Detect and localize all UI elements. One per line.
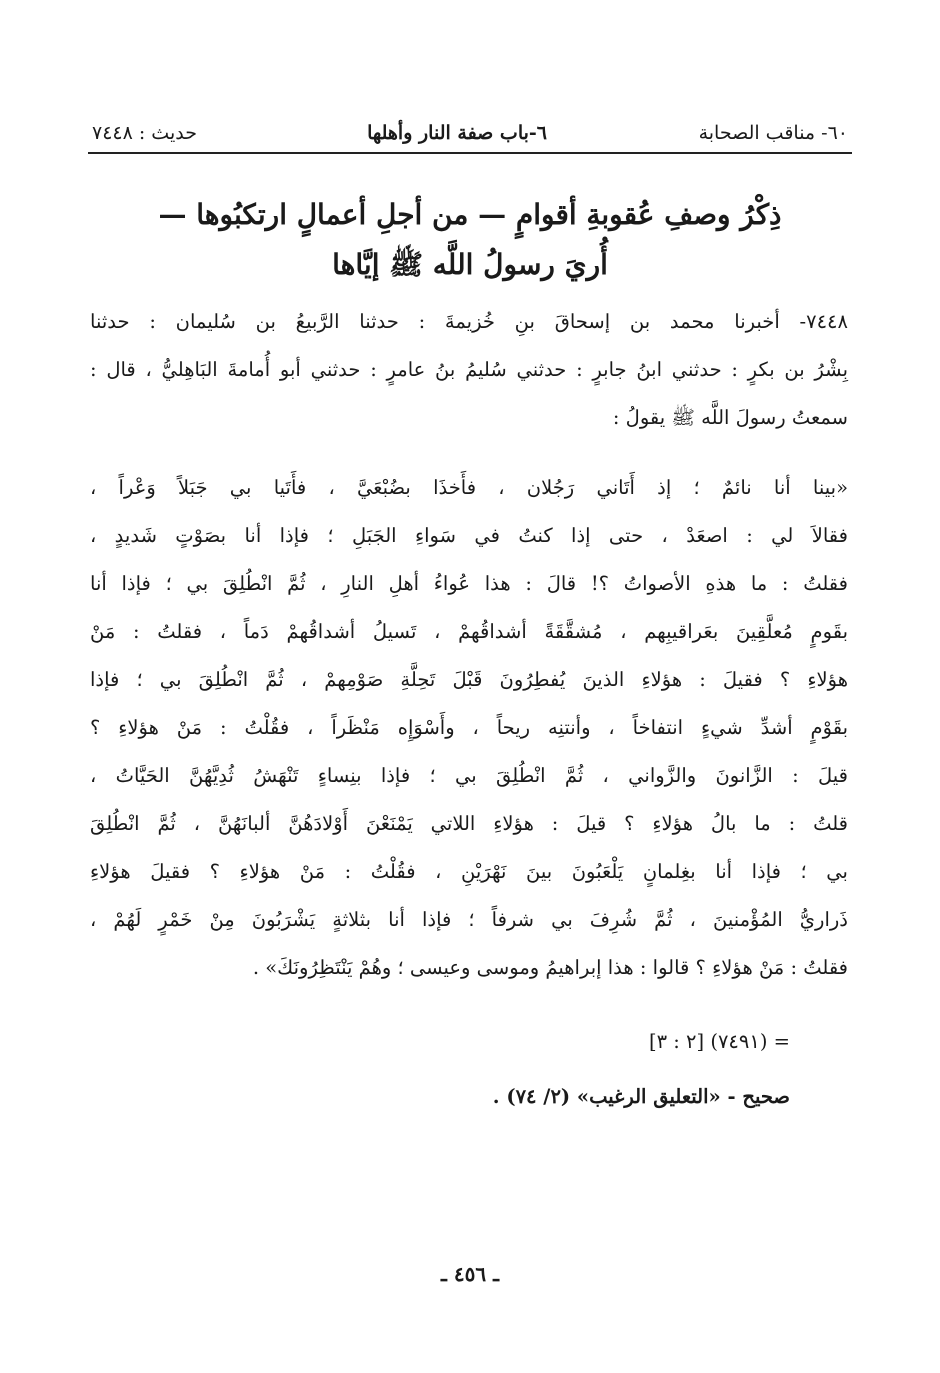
matn-line: هؤلاءِ ؟ فقيلَ : هؤلاءِ الذينَ يُفطِرُونَ قَبْلَ تَحِلَّةِ صَوْمِهمْ ، ثُمَّ انْطُلِقَ بي ؛ فإذا [90,668,848,691]
page-number: ـ ٤٥٦ ـ [441,1262,499,1286]
header-hadith-ref: حديث : ٧٤٤٨ [92,122,197,144]
matn-line: قيلَ : الزَّانونَ والزَّواني ، ثُمَّ انْطُلِقَ بي ؛ فإذا بنِساءٍ تَنْهَشُ ثُدِيَّهُنَّ الحَيَّاتُ ، [90,764,848,787]
hadith-grading: صحيح - «التعليق الرغيب» (٢/ ٧٤) . [492,1085,790,1108]
matn-line: ذَراريُّ المُؤْمنينَ ، ثُمَّ شُرِفَ بي شرفاً ؛ فإذا أنا بثلاثةٍ يَشْرَبُونَ مِنْ خَمْرٍ لَهُمْ ، [90,908,848,931]
matn-line: بقَومٍ مُعلَّقِينَ بعَراقيبِهم ، مُشقَّقَةً أشداقُهمْ ، تَسيلُ أشداقُهمْ دَماً ، فقلتُ : مَنْ [90,620,848,643]
matn-line: قلتُ : ما بالُ هؤلاءِ ؟ قيلَ : هؤلاءِ اللاتي يَمْنَعْنَ أَوْلادَهُنَّ ألبانَهُنَّ ، ثُمَّ انْطُلِقَ [90,812,848,835]
matn-line: بي ؛ فإذا أنا بغِلمانٍ يَلْعَبُونَ بينَ نَهْرَيْنِ ، فقُلْتُ : مَنْ هؤلاءِ ؟ فقيلَ هؤلاءِ [90,860,848,883]
matn-line: فقلتُ : مَنْ هؤلاءِ ؟ قالوا : هذا إبراهيمُ وموسى وعيسى ؛ وهُمْ يَنْتَظِرُونَكَ» . [252,956,848,979]
matn-line: بقَوْمٍ أشدِّ شيءٍ انتفاخاً ، وأنتنِه ريحاً ، وأَسْوَإِه مَنْظَراً ، فقُلْتُ : مَنْ هؤلاءِ ؟ [90,716,848,739]
header-chapter: ٦٠- مناقب الصحابة [698,122,848,144]
isnad-paragraph [90,298,848,442]
hadith-body [90,298,848,992]
matn-paragraph [90,464,848,992]
running-header [88,112,852,154]
section-title [88,190,852,290]
cross-reference: = (٧٤٩١) [٢ : ٣] [648,1030,790,1053]
isnad-line: سمعتُ رسولَ اللَّه ﷺ يقولُ : [612,406,848,429]
title-line-1: ذِكْرُ وصفِ عُقوبةِ أقوامٍ — من أجلِ أعمالٍ ارتكبُوها — [158,198,782,231]
matn-line: «بينا أنا نائمٌ ؛ إذ أَتَاني رَجُلان ، فأَخذَا بضُبْعَيَّ ، فأَتَيا بي جَبَلاً وَعْراً ، [90,476,848,499]
isnad-line: ٧٤٤٨- أخبرنا محمد بن إسحاقَ بنِ خُزيمةَ : حدثنا الرَّبيعُ بن سُليمان : حدثنا [90,310,848,333]
matn-line: فقلتُ : ما هذهِ الأصواتُ ؟! قالَ : هذا عُواءُ أهلِ النارِ ، ثُمَّ انْطُلِقَ بي ؛ فإذا أنا [90,572,848,595]
header-section: ٦-باب صفة النار وأهلها [367,122,547,144]
matn-line: فقالاَ لي : اصعَدْ ، حتى إذا كنتُ في سَواءِ الجَبَلِ ؛ فإذا أنا بصَوْتٍ شَديدٍ ، [90,524,848,547]
title-line-2: أُريَ رسولُ اللَّه ﷺ إيَّاها [332,248,608,281]
isnad-line: بِشْرُ بن بكرٍ : حدثني ابنُ جابرٍ : حدثني سُليمُ بنُ عامرٍ : حدثني أبو أُمامةَ البَاهِليُّ ، قال : [90,358,848,381]
